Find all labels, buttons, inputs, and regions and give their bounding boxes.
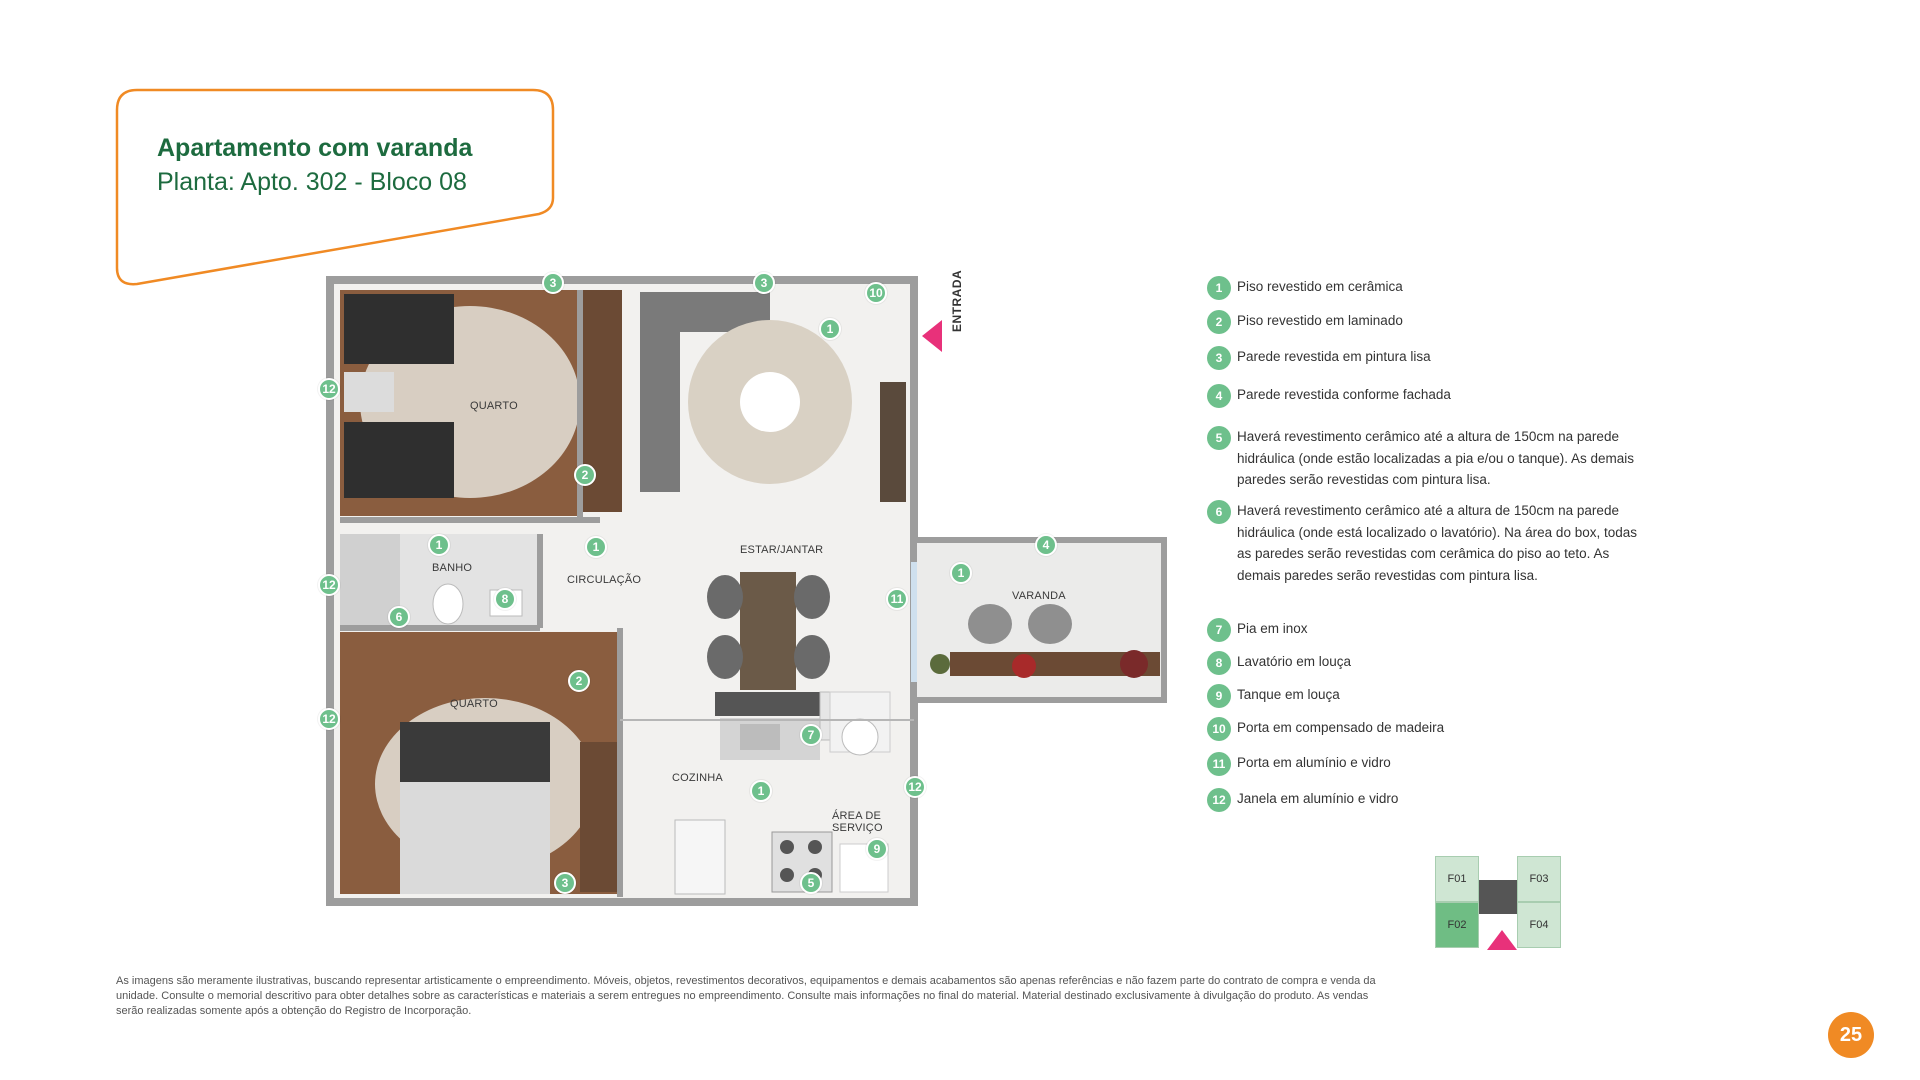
legend-item [1207, 426, 1637, 491]
minimap-unit: F04 [1517, 902, 1561, 948]
floor-minimap [1435, 856, 1561, 952]
room-label-estar: ESTAR/JANTAR [740, 544, 824, 556]
page-number-badge: 25 [1828, 1012, 1874, 1058]
plan-marker: 3 [753, 272, 775, 294]
plan-marker: 10 [865, 282, 887, 304]
floor-plan [300, 269, 1180, 918]
legend-text: Porta em alumínio e vidro [1237, 755, 1391, 770]
legend-item [1207, 651, 1637, 675]
legend-item [1207, 684, 1637, 708]
legend-number: 10 [1207, 717, 1231, 741]
minimap-entry-arrow-icon [1487, 930, 1517, 950]
legend-text: Pia em inox [1237, 621, 1308, 636]
page-subtitle: Planta: Apto. 302 - Bloco 08 [157, 168, 467, 196]
room-label-quarto-top: QUARTO [470, 400, 518, 412]
room-label-area-servico-line1: ÁREA DE [832, 810, 882, 822]
plan-marker: 12 [318, 708, 340, 730]
legend-number: 12 [1207, 788, 1231, 812]
legend-item [1207, 788, 1637, 812]
legend-item [1207, 384, 1637, 408]
plan-marker: 3 [554, 872, 576, 894]
legend-text: Haverá revestimento cerâmico até a altura de 150cm na parede hidráulica (onde estão localizadas a pia e/ou o tanque). As demais paredes serão revestidas com pintura lisa. [1237, 429, 1635, 487]
legend-number: 7 [1207, 618, 1231, 642]
plan-marker: 1 [428, 534, 450, 556]
legend-item [1207, 752, 1637, 776]
legend-item [1207, 310, 1637, 334]
legend-item [1207, 618, 1637, 642]
legend-number: 8 [1207, 651, 1231, 675]
legend-text: Haverá revestimento cerâmico até a altura de 150cm na parede hidráulica (onde está localizado o lavatório). Na área do box, todas as paredes serão revestidas com cerâmica do piso ao teto. As demais paredes serão revestidas com pintura lisa. [1237, 503, 1637, 583]
plan-marker: 2 [568, 670, 590, 692]
plan-marker: 11 [886, 588, 908, 610]
plan-marker: 1 [750, 780, 772, 802]
legend-text: Lavatório em louça [1237, 654, 1352, 669]
plan-marker: 12 [904, 776, 926, 798]
legend-number: 9 [1207, 684, 1231, 708]
room-label-varanda: VARANDA [1012, 590, 1066, 602]
minimap-unit: F03 [1517, 856, 1561, 902]
legend-text: Tanque em louça [1237, 687, 1340, 702]
plan-marker: 4 [1035, 534, 1057, 556]
legend-number: 4 [1207, 384, 1231, 408]
plan-marker: 9 [866, 838, 888, 860]
legend-text: Parede revestida conforme fachada [1237, 387, 1451, 402]
plan-marker: 12 [318, 574, 340, 596]
legend-number: 1 [1207, 276, 1231, 300]
entry-label: ENTRADA [950, 269, 964, 332]
plan-marker: 8 [494, 588, 516, 610]
room-label-circulacao: CIRCULAÇÃO [567, 574, 642, 586]
legend-number: 5 [1207, 426, 1231, 450]
room-label-quarto-bottom: QUARTO [450, 698, 498, 710]
plan-marker: 7 [800, 724, 822, 746]
minimap-core [1479, 880, 1517, 914]
plan-marker: 1 [819, 318, 841, 340]
entry-arrow-icon [922, 320, 942, 352]
room-label-cozinha: COZINHA [672, 772, 723, 784]
page-title: Apartamento com varanda [157, 134, 473, 162]
legend-item [1207, 276, 1637, 300]
legend-text: Piso revestido em laminado [1237, 313, 1403, 328]
title-card [115, 88, 555, 286]
legend-text: Parede revestida em pintura lisa [1237, 349, 1431, 364]
legend-number: 11 [1207, 752, 1231, 776]
minimap-unit-active: F02 [1435, 902, 1479, 948]
legend-number: 3 [1207, 346, 1231, 370]
legend-text: Piso revestido em cerâmica [1237, 279, 1403, 294]
legend-item [1207, 717, 1637, 741]
room-label-area-servico [832, 810, 883, 834]
disclaimer-text: As imagens são meramente ilustrativas, buscando representar artisticamente o empreendimento. Móveis, objetos, revestimentos decorativos, equipamentos e demais acabamentos são apenas referências e não fazem parte do contrato de compra e venda da unidade. Consulte o memorial descritivo para obter detalhes sobre as características e materiais a serem entregues no empreendimento. Consulte mais informações no final do material. Material destinado exclusivamente à divulgação do produto. As vendas serão realizadas somente após a obtenção do Registro de Incorporação. [116, 975, 1376, 1017]
plan-marker: 6 [388, 606, 410, 628]
legend-item [1207, 500, 1637, 586]
legend-text: Porta em compensado de madeira [1237, 720, 1445, 735]
legend-text: Janela em alumínio e vidro [1237, 791, 1399, 806]
minimap-unit: F01 [1435, 856, 1479, 902]
room-label-area-servico-line2: SERVIÇO [832, 822, 883, 834]
plan-marker: 2 [574, 464, 596, 486]
plan-marker: 12 [318, 378, 340, 400]
legend-item [1207, 346, 1637, 370]
legend-number: 6 [1207, 500, 1231, 524]
plan-marker: 5 [800, 872, 822, 894]
legend-number: 2 [1207, 310, 1231, 334]
plan-marker: 3 [542, 272, 564, 294]
room-label-banho: BANHO [432, 562, 473, 574]
plan-marker: 1 [950, 562, 972, 584]
plan-marker: 1 [585, 536, 607, 558]
